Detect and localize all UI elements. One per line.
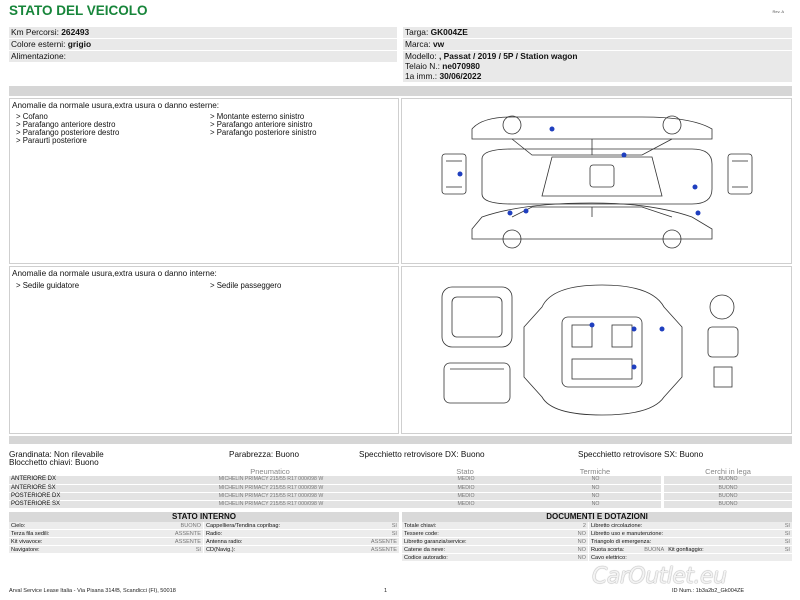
car-interior-diagram: [402, 267, 791, 433]
parabrezza-status: Parabrezza: Buono: [229, 450, 300, 459]
targa-row: Targa: GK004ZE: [403, 27, 792, 38]
km-row: Km Percorsi: 262493: [9, 27, 397, 38]
damage-item: > Paraurti posteriore: [16, 136, 87, 145]
table-row: BUONO: [664, 476, 792, 484]
footer-page-number: 1: [384, 588, 388, 594]
exterior-damage-panel: [9, 98, 399, 264]
interior-damage-panel: [9, 266, 399, 434]
modello-value: , Passat / 2019 / 5P / Station wagon: [438, 51, 578, 61]
kv-row: Antenna radio: ASSENTE: [206, 539, 397, 545]
cerchi-table: [664, 476, 792, 509]
colore-value: grigio: [67, 39, 92, 49]
colore-row: Colore esterni: grigio: [9, 39, 397, 50]
kv-row: Terza fila sedili: ASSENTE: [11, 531, 201, 537]
specchietto-dx-status: Specchietto retrovisore DX: Buono: [359, 450, 485, 459]
kv-row: Libretto garanzia/service: NO: [404, 539, 586, 545]
targa-value: GK004ZE: [430, 27, 468, 37]
table-row: POSTERIORE SX MICHELIN PRIMACY 215/55 R17 000/098 W MEDIO NO: [9, 500, 661, 508]
damage-item: > Parafango posteriore destro: [16, 128, 120, 137]
documenti-left: [402, 522, 588, 562]
revision-label: Rev. A: [772, 9, 784, 14]
kv-row: Catene da neve: NO: [404, 547, 586, 553]
stato-interno-right: [204, 522, 399, 554]
damage-item: > Sedile passeggero: [210, 281, 282, 290]
interior-diagram-panel: [401, 266, 792, 434]
damage-marker: [696, 211, 701, 216]
alimentazione-row: Alimentazione:: [9, 51, 397, 62]
damage-marker: [508, 211, 513, 216]
damage-marker: [458, 172, 463, 177]
damage-marker: [524, 209, 529, 214]
km-value: 262493: [61, 27, 90, 37]
immatricolazione-value: 30/06/2022: [439, 71, 482, 81]
damage-item: > Parafango posteriore sinistro: [210, 128, 317, 137]
stato-interno-left: [9, 522, 203, 554]
tyre-header-cerchi: Cerchi in lega: [705, 467, 751, 476]
damage-marker: [632, 365, 637, 370]
documenti-right: [589, 522, 792, 562]
damage-item: > Parafango anteriore sinistro: [210, 120, 313, 129]
damage-marker: [660, 327, 665, 332]
carOutlet-watermark: CarOutlet.eu: [592, 564, 727, 589]
modello-row: Modello: , Passat / 2019 / 5P / Station wagon: [403, 51, 792, 62]
kv-row: Tessere code: NO: [404, 531, 586, 537]
footer-doc-id: ID Num.: 1b3a2b2_Gk004ZE: [672, 588, 745, 594]
damage-marker: [622, 153, 627, 158]
exterior-damage-title: Anomalie da normale usura,extra usura o danno esterne:: [12, 101, 220, 110]
damage-marker: [632, 327, 637, 332]
telaio-value: ne070980: [442, 61, 480, 71]
damage-marker: [590, 323, 595, 328]
kv-row: Cavo elettrico:: [589, 554, 792, 562]
section-divider: [9, 436, 792, 444]
tyres-table: [9, 476, 661, 509]
damage-marker: [693, 185, 698, 190]
table-row: BUONO: [664, 484, 792, 492]
kv-row: CD(Navig.): ASSENTE: [206, 547, 397, 553]
kv-row: Cielo: BUONO: [11, 523, 201, 529]
interior-damage-title: Anomalie da normale usura,extra usura o danno interne:: [12, 269, 217, 278]
interior-damage-list-2: [210, 282, 398, 290]
kv-row: Codice autoradio: NO: [404, 555, 586, 561]
marca-value: vw: [432, 39, 445, 49]
kv-row: Navigatore: SI: [11, 547, 201, 553]
damage-item: > Parafango anteriore destro: [16, 120, 116, 129]
page-title: STATO DEL VEICOLO: [9, 3, 148, 18]
telaio-row: Telaio N.: ne070980: [403, 61, 792, 72]
damage-item: > Cofano: [16, 112, 48, 121]
table-row: POSTERIORE DX MICHELIN PRIMACY 215/55 R17 000/098 W MEDIO NO: [9, 492, 661, 500]
table-row: ANTERIORE SX MICHELIN PRIMACY 215/55 R17 000/098 W MEDIO NO: [9, 484, 661, 492]
kv-row: Libretto circolazione: SI: [591, 523, 790, 529]
footer-company: Arval Service Lease Italia - Via Pisana 314/B, Scandicci (FI), 50018: [9, 588, 176, 594]
damage-item: > Sedile guidatore: [16, 281, 80, 290]
exterior-damage-list-2: [210, 113, 398, 137]
kv-row: Libretto uso e manutenzione: SI: [591, 531, 790, 537]
immatricolazione-row: 1a imm.: 30/06/2022: [403, 71, 792, 82]
blocchetto-status: Blocchetto chiavi: Buono: [9, 458, 99, 467]
exterior-damage-list-1: [16, 113, 206, 145]
damage-item: > Montante esterno sinistro: [210, 112, 305, 121]
tyre-header-pneumatico: Pneumatico: [250, 467, 290, 476]
table-row: BUONO: [664, 492, 792, 500]
stato-interno-title: STATO INTERNO: [9, 512, 399, 522]
kv-row: Triangolo di emergenza: SI: [591, 539, 790, 545]
tyre-header-stato: Stato: [456, 467, 474, 476]
grandinata-status: Grandinata: Non rilevabile: [9, 450, 104, 459]
kv-row: Cappelliera/Tendina copribag: SI: [206, 523, 397, 529]
kv-row: Totale chiavi: 2: [404, 523, 586, 529]
section-divider: [9, 86, 792, 96]
damage-marker: [550, 127, 555, 132]
kv-row: Radio: SI: [206, 531, 397, 537]
specchietto-sx-status: Specchietto retrovisore SX: Buono: [578, 450, 704, 459]
interior-damage-list-1: [16, 282, 206, 290]
tyre-header-termiche: Termiche: [579, 467, 611, 476]
table-row: ANTERIORE DX MICHELIN PRIMACY 215/55 R17 000/098 W MEDIO NO: [9, 476, 661, 484]
table-row: BUONO: [664, 500, 792, 508]
marca-row: Marca: vw: [403, 39, 792, 50]
documenti-title: DOCUMENTI E DOTAZIONI: [402, 512, 792, 522]
kv-row: Ruota scorta: BUONA Kit gonfiaggio: SI: [591, 547, 790, 553]
car-exterior-diagram: [402, 99, 791, 263]
kv-row: Kit vivavoce: ASSENTE: [11, 539, 201, 545]
exterior-diagram-panel: [401, 98, 792, 264]
